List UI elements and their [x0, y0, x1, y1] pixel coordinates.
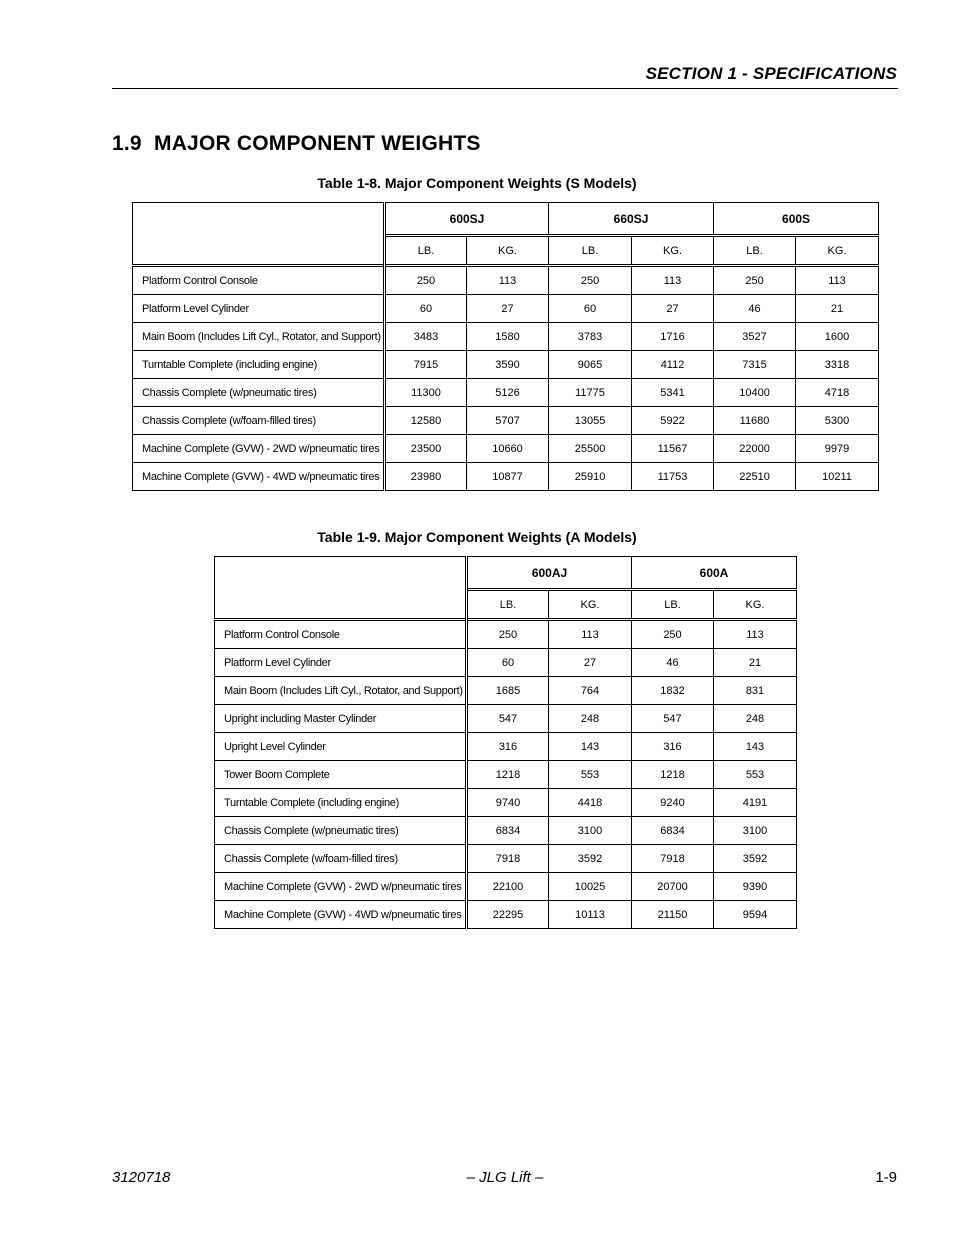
weight-cell: 46: [714, 295, 796, 323]
weight-cell: 1716: [632, 323, 714, 351]
weight-cell: 22295: [467, 901, 549, 929]
weight-cell: 5707: [467, 407, 549, 435]
table-row: [133, 295, 879, 323]
weight-cell: 13055: [549, 407, 632, 435]
header-divider: [112, 88, 898, 89]
unit-cell: LB.: [467, 590, 549, 620]
row-label: Chassis Complete (w/foam-filled tires): [133, 407, 385, 435]
table-row: [215, 620, 797, 649]
weight-cell: 250: [549, 266, 632, 295]
weight-cell: 22510: [714, 463, 796, 491]
row-label: Turntable Complete (including engine): [215, 789, 467, 817]
table-row: [215, 817, 797, 845]
weight-cell: 60: [549, 295, 632, 323]
unit-cell: KG.: [467, 236, 549, 266]
table-row: [215, 873, 797, 901]
weight-cell: 113: [632, 266, 714, 295]
unit-cell: LB.: [632, 590, 714, 620]
weight-cell: 316: [467, 733, 549, 761]
row-label: Machine Complete (GVW) - 2WD w/pneumatic tires: [133, 435, 385, 463]
weight-cell: 1832: [632, 677, 714, 705]
weight-cell: 547: [632, 705, 714, 733]
table-row: [215, 733, 797, 761]
table-a-model-600a: 600A: [632, 557, 797, 590]
weight-cell: 250: [714, 266, 796, 295]
weight-cell: 553: [714, 761, 797, 789]
section-number: 1.9: [112, 132, 142, 155]
weight-cell: 1685: [467, 677, 549, 705]
table-row: [215, 901, 797, 929]
weight-cell: 248: [549, 705, 632, 733]
unit-cell: LB.: [714, 236, 796, 266]
weight-cell: 3592: [714, 845, 797, 873]
weight-cell: 9594: [714, 901, 797, 929]
unit-cell: KG.: [549, 590, 632, 620]
table-s-caption: Table 1-8. Major Component Weights (S Models): [317, 175, 637, 191]
weight-cell: 11680: [714, 407, 796, 435]
weight-cell: 3100: [714, 817, 797, 845]
weight-cell: 22100: [467, 873, 549, 901]
weight-cell: 3527: [714, 323, 796, 351]
table-row: [133, 351, 879, 379]
weight-cell: 1218: [467, 761, 549, 789]
weight-cell: 25910: [549, 463, 632, 491]
table-a-model-600aj: 600AJ: [467, 557, 632, 590]
weight-cell: 9740: [467, 789, 549, 817]
weight-cell: 4418: [549, 789, 632, 817]
weight-cell: 9240: [632, 789, 714, 817]
table-row: [215, 677, 797, 705]
weight-cell: 3100: [549, 817, 632, 845]
weight-cell: 11775: [549, 379, 632, 407]
weight-cell: 60: [467, 649, 549, 677]
table-row: [215, 845, 797, 873]
weight-cell: 10400: [714, 379, 796, 407]
row-label: Upright Level Cylinder: [215, 733, 467, 761]
row-label: Main Boom (Includes Lift Cyl., Rotator, and Support): [215, 677, 467, 705]
weight-cell: 3783: [549, 323, 632, 351]
weight-cell: 4191: [714, 789, 797, 817]
row-label: Platform Level Cylinder: [133, 295, 385, 323]
weight-cell: 5126: [467, 379, 549, 407]
footer-brand: – JLG Lift –: [466, 1169, 544, 1186]
weight-cell: 10877: [467, 463, 549, 491]
weight-cell: 113: [796, 266, 879, 295]
row-label: Platform Control Console: [215, 620, 467, 649]
section-heading: [112, 132, 481, 156]
unit-cell: LB.: [549, 236, 632, 266]
unit-cell: KG.: [796, 236, 879, 266]
weight-cell: 5300: [796, 407, 879, 435]
table-s-model-row: [133, 203, 879, 236]
table-row: [215, 649, 797, 677]
weight-cell: 113: [467, 266, 549, 295]
table-row: [133, 407, 879, 435]
weight-cell: 5341: [632, 379, 714, 407]
weight-cell: 1600: [796, 323, 879, 351]
unit-cell: KG.: [632, 236, 714, 266]
row-label: Platform Level Cylinder: [215, 649, 467, 677]
weight-cell: 9390: [714, 873, 797, 901]
weight-cell: 250: [385, 266, 467, 295]
row-label: Turntable Complete (including engine): [133, 351, 385, 379]
row-label: Chassis Complete (w/pneumatic tires): [133, 379, 385, 407]
weight-cell: 7315: [714, 351, 796, 379]
weight-cell: 21: [714, 649, 797, 677]
weight-cell: 6834: [467, 817, 549, 845]
row-label: Tower Boom Complete: [215, 761, 467, 789]
table-s-corner: [133, 203, 385, 266]
table-s-model-600s: 600S: [714, 203, 879, 236]
weight-cell: 27: [467, 295, 549, 323]
weight-cell: 7918: [632, 845, 714, 873]
table-row: [133, 435, 879, 463]
weight-cell: 23980: [385, 463, 467, 491]
weight-cell: 250: [467, 620, 549, 649]
weight-cell: 248: [714, 705, 797, 733]
weight-cell: 11753: [632, 463, 714, 491]
weight-cell: 60: [385, 295, 467, 323]
table-row: [133, 463, 879, 491]
table-row: [133, 323, 879, 351]
table-a-corner: [215, 557, 467, 620]
weight-cell: 21: [796, 295, 879, 323]
table-a-models: [214, 556, 797, 929]
table-a-model-row: [215, 557, 797, 590]
weight-cell: 3590: [467, 351, 549, 379]
weight-cell: 143: [714, 733, 797, 761]
weight-cell: 113: [549, 620, 632, 649]
section-header-title: SECTION 1 - SPECIFICATIONS: [645, 64, 897, 83]
weight-cell: 6834: [632, 817, 714, 845]
weight-cell: 764: [549, 677, 632, 705]
weight-cell: 25500: [549, 435, 632, 463]
unit-cell: KG.: [714, 590, 797, 620]
weight-cell: 3483: [385, 323, 467, 351]
table-row: [215, 705, 797, 733]
weight-cell: 21150: [632, 901, 714, 929]
table-a-caption: Table 1-9. Major Component Weights (A Models): [317, 529, 637, 545]
weight-cell: 22000: [714, 435, 796, 463]
unit-cell: LB.: [385, 236, 467, 266]
weight-cell: 250: [632, 620, 714, 649]
weight-cell: 547: [467, 705, 549, 733]
weight-cell: 3318: [796, 351, 879, 379]
weight-cell: 12580: [385, 407, 467, 435]
weight-cell: 831: [714, 677, 797, 705]
weight-cell: 3592: [549, 845, 632, 873]
weight-cell: 10025: [549, 873, 632, 901]
weight-cell: 4112: [632, 351, 714, 379]
row-label: Platform Control Console: [133, 266, 385, 295]
table-s-model-660sj: 660SJ: [549, 203, 714, 236]
section-title: MAJOR COMPONENT WEIGHTS: [154, 132, 481, 155]
weight-cell: 23500: [385, 435, 467, 463]
table-row: [133, 379, 879, 407]
weight-cell: 10113: [549, 901, 632, 929]
weight-cell: 1580: [467, 323, 549, 351]
footer-page-number: 1-9: [875, 1169, 897, 1186]
table-row: [215, 761, 797, 789]
weight-cell: 9065: [549, 351, 632, 379]
weight-cell: 10211: [796, 463, 879, 491]
weight-cell: 4718: [796, 379, 879, 407]
table-row: [133, 266, 879, 295]
table-s-model-600sj: 600SJ: [385, 203, 549, 236]
weight-cell: 5922: [632, 407, 714, 435]
row-label: Machine Complete (GVW) - 4WD w/pneumatic tires: [133, 463, 385, 491]
weight-cell: 9979: [796, 435, 879, 463]
weight-cell: 10660: [467, 435, 549, 463]
row-label: Main Boom (Includes Lift Cyl., Rotator, and Support): [133, 323, 385, 351]
weight-cell: 11567: [632, 435, 714, 463]
weight-cell: 20700: [632, 873, 714, 901]
weight-cell: 7915: [385, 351, 467, 379]
weight-cell: 143: [549, 733, 632, 761]
row-label: Chassis Complete (w/foam-filled tires): [215, 845, 467, 873]
row-label: Machine Complete (GVW) - 2WD w/pneumatic tires: [215, 873, 467, 901]
weight-cell: 11300: [385, 379, 467, 407]
weight-cell: 27: [549, 649, 632, 677]
weight-cell: 7918: [467, 845, 549, 873]
weight-cell: 27: [632, 295, 714, 323]
weight-cell: 553: [549, 761, 632, 789]
weight-cell: 46: [632, 649, 714, 677]
table-s-models: [132, 202, 879, 491]
weight-cell: 113: [714, 620, 797, 649]
weight-cell: 1218: [632, 761, 714, 789]
table-row: [215, 789, 797, 817]
row-label: Chassis Complete (w/pneumatic tires): [215, 817, 467, 845]
footer-doc-number: 3120718: [112, 1169, 171, 1186]
weight-cell: 316: [632, 733, 714, 761]
row-label: Upright including Master Cylinder: [215, 705, 467, 733]
row-label: Machine Complete (GVW) - 4WD w/pneumatic tires: [215, 901, 467, 929]
